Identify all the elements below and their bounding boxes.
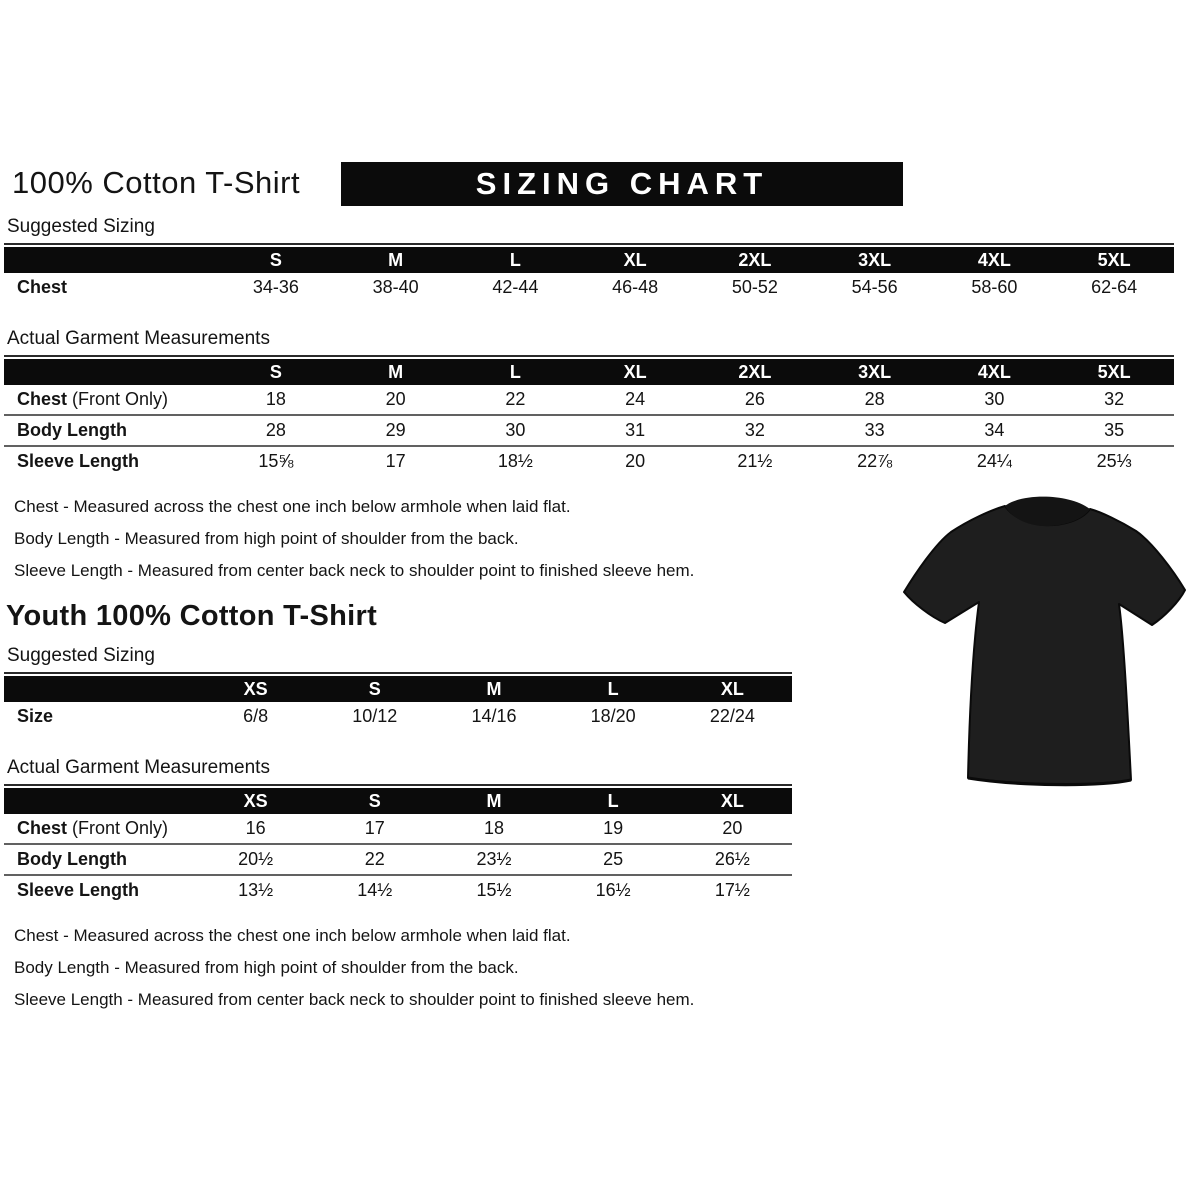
measurement-value: 42-44 <box>492 277 539 297</box>
size-column-header: XL <box>673 676 792 702</box>
size-column-header: XS <box>196 676 315 702</box>
table-row <box>4 273 1174 302</box>
size-column-header: XL <box>575 359 695 385</box>
measurement-value: 50-52 <box>731 277 778 297</box>
size-column-header: XL <box>575 247 695 273</box>
black-tshirt-image <box>893 480 1195 802</box>
sizing-chart-banner: SIZING CHART <box>341 162 903 206</box>
youth-section-title: Youth 100% Cotton T-Shirt <box>6 600 378 632</box>
measurement-value: 18½ <box>456 446 576 476</box>
youth-suggested-sizing-label: Suggested Sizing <box>4 643 792 674</box>
table-row <box>4 844 792 875</box>
measurement-value: 28 <box>864 389 885 409</box>
measurement-value: 16½ <box>554 875 673 905</box>
measurement-value: 17 <box>336 446 456 476</box>
measurement-value: 34 <box>935 415 1055 446</box>
row-label: Sleeve Length <box>4 446 216 476</box>
measurement-value: 18 <box>483 818 504 838</box>
measurement-value: 14½ <box>315 875 434 905</box>
measurement-value: 30 <box>456 415 576 446</box>
measurement-note: Sleeve Length - Measured from center back neck to shoulder point to finished sleeve hem. <box>14 990 695 1009</box>
size-column-header: 4XL <box>935 247 1055 273</box>
table-row <box>4 814 792 844</box>
measurement-value: 22/24 <box>709 706 755 726</box>
measurement-value: 25⅓ <box>1054 446 1174 476</box>
row-label: Sleeve Length <box>4 875 196 905</box>
table-header-row <box>4 359 1174 385</box>
measurement-value: 32 <box>695 415 815 446</box>
tshirt-illustration <box>893 480 1195 802</box>
measurement-value: 32 <box>1104 389 1125 409</box>
measurement-value: 21½ <box>695 446 815 476</box>
measurement-note: Chest - Measured across the chest one inch below armhole when laid flat. <box>14 926 571 945</box>
adult-actual-measurements-table <box>4 359 1174 476</box>
row-label: Body Length <box>4 844 196 875</box>
size-column-header: L <box>456 359 576 385</box>
measurement-value: 20 <box>385 389 406 409</box>
measurement-value: 46-48 <box>612 277 659 297</box>
measurement-note: Sleeve Length - Measured from center back neck to shoulder point to finished sleeve hem. <box>14 561 695 580</box>
size-column-header: 3XL <box>815 247 935 273</box>
row-label: Size <box>17 706 54 726</box>
size-column-header: 5XL <box>1054 247 1174 273</box>
measurement-value: 62-64 <box>1091 277 1138 297</box>
document-header <box>4 162 1196 208</box>
size-column-header: S <box>315 676 434 702</box>
row-label: Chest <box>17 277 68 297</box>
measurement-note: Body Length - Measured from high point of shoulder from the back. <box>14 529 519 548</box>
size-column-header: 4XL <box>935 359 1055 385</box>
measurement-value: 31 <box>575 415 695 446</box>
row-label: Chest (Front Only) <box>17 818 169 838</box>
size-column-header: 5XL <box>1054 359 1174 385</box>
measurement-value: 20½ <box>196 844 315 875</box>
measurement-value: 20 <box>722 818 743 838</box>
size-column-header: 2XL <box>695 359 815 385</box>
adult-suggested-sizing-table <box>4 247 1174 302</box>
measurement-value: 6/8 <box>243 706 269 726</box>
measurement-value: 22 <box>315 844 434 875</box>
table-row <box>4 446 1174 476</box>
measurement-value: 24¼ <box>935 446 1055 476</box>
size-column-header: 2XL <box>695 247 815 273</box>
size-column-header: S <box>216 359 336 385</box>
measurement-value: 22⅞ <box>815 446 935 476</box>
size-column-header: S <box>216 247 336 273</box>
size-column-header: 3XL <box>815 359 935 385</box>
measurement-value: 18 <box>265 389 286 409</box>
youth-actual-measurements-label: Actual Garment Measurements <box>4 755 792 786</box>
adult-actual-measurements-label: Actual Garment Measurements <box>4 326 1174 357</box>
header-spacer-cell <box>4 359 216 385</box>
table-header-row <box>4 676 792 702</box>
measurement-value: 14/16 <box>471 706 517 726</box>
size-column-header: L <box>554 676 673 702</box>
measurement-value: 23½ <box>434 844 553 875</box>
measurement-value: 20 <box>575 446 695 476</box>
size-column-header: XL <box>673 788 792 814</box>
size-column-header: M <box>336 247 456 273</box>
size-column-header: L <box>554 788 673 814</box>
table-row <box>4 702 792 731</box>
measurement-value: 34-36 <box>252 277 299 297</box>
measurement-value: 22 <box>505 389 526 409</box>
measurement-note: Body Length - Measured from high point of shoulder from the back. <box>14 958 519 977</box>
adult-suggested-sizing-label: Suggested Sizing <box>4 214 1174 245</box>
table-header-row <box>4 247 1174 273</box>
table-row <box>4 875 792 905</box>
table-row <box>4 385 1174 415</box>
measurement-value: 28 <box>216 415 336 446</box>
measurement-value: 30 <box>984 389 1005 409</box>
size-column-header: M <box>434 788 553 814</box>
measurement-value: 35 <box>1054 415 1174 446</box>
measurement-value: 10/12 <box>352 706 398 726</box>
row-label: Body Length <box>4 415 216 446</box>
youth-actual-measurements-table <box>4 788 792 905</box>
size-column-header: S <box>315 788 434 814</box>
size-column-header: M <box>336 359 456 385</box>
measurement-value: 17½ <box>673 875 792 905</box>
measurement-value: 18/20 <box>590 706 636 726</box>
measurement-value: 58-60 <box>971 277 1018 297</box>
measurement-value: 16 <box>245 818 266 838</box>
measurement-value: 54-56 <box>851 277 898 297</box>
size-column-header: XS <box>196 788 315 814</box>
page-title: 100% Cotton T-Shirt <box>12 165 301 200</box>
header-spacer-cell <box>4 676 196 702</box>
table-row <box>4 415 1174 446</box>
measurement-value: 38-40 <box>372 277 419 297</box>
measurement-value: 19 <box>603 818 624 838</box>
header-spacer-cell <box>4 247 216 273</box>
measurement-value: 15½ <box>434 875 553 905</box>
measurement-value: 26 <box>744 389 765 409</box>
size-column-header: L <box>456 247 576 273</box>
measurement-value: 29 <box>336 415 456 446</box>
row-label: Chest (Front Only) <box>17 389 169 409</box>
measurement-note: Chest - Measured across the chest one inch below armhole when laid flat. <box>14 497 571 516</box>
measurement-value: 33 <box>815 415 935 446</box>
measurement-value: 17 <box>364 818 385 838</box>
youth-suggested-sizing-table <box>4 676 792 731</box>
measurement-value: 13½ <box>196 875 315 905</box>
measurement-value: 15⅝ <box>216 446 336 476</box>
measurement-value: 26½ <box>673 844 792 875</box>
table-header-row <box>4 788 792 814</box>
measurement-value: 25 <box>554 844 673 875</box>
size-column-header: M <box>434 676 553 702</box>
youth-measurement-notes <box>4 920 1196 1016</box>
header-spacer-cell <box>4 788 196 814</box>
measurement-value: 24 <box>625 389 646 409</box>
